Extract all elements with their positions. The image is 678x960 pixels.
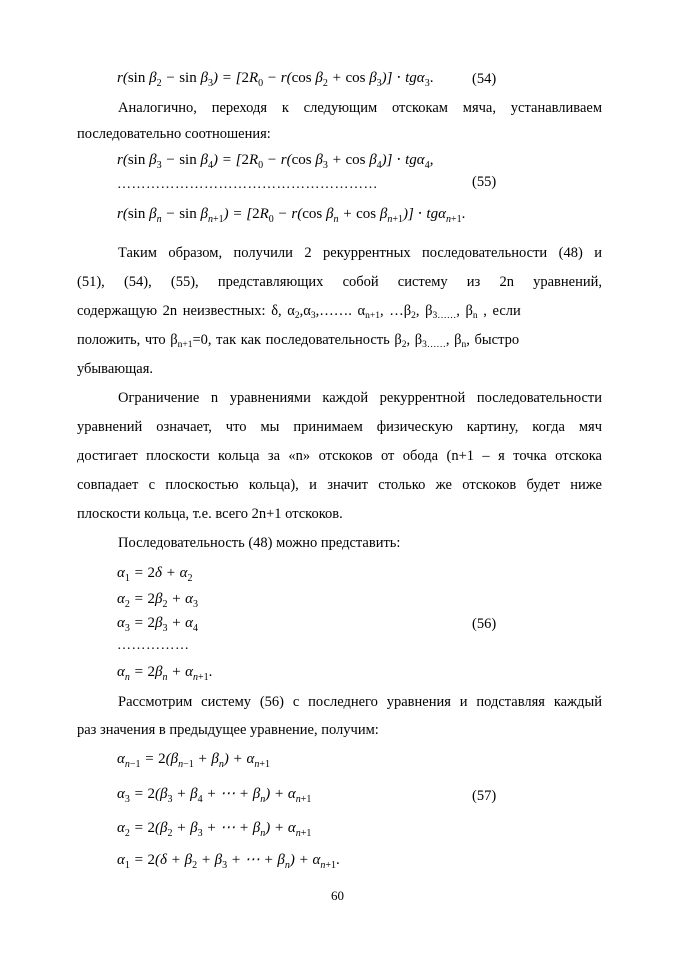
page-number: 60 [331,888,344,903]
paragraph-line: раз значения в предыдущее уравнение, получим: [77,722,379,738]
equation-ellipsis-row: ……………………………………………… [117,177,378,192]
equation-56-line-1: $\alpha_1 = 2\delta + \alpha_2$ [117,565,193,584]
paragraph-line: (51), (54), (55), представляющих собой систему из 2n уравнений, [77,274,602,290]
paragraph-line: Таким образом, получили 2 рекуррентных последовательности (48) и [118,245,602,261]
equation-ellipsis-row: …………… [117,638,190,653]
equation-55-line-2: r(sin $\beta_n - \sin \beta_{n+1}) = [2R_0 - r(\cos$ $\beta_n + \cos \beta_{n+1})] \cdot tg\alpha_{n+1}$. [117,206,466,225]
equation-56-line-2: $\alpha_2 = 2\beta_2 + \alpha_3$ [117,591,198,610]
equation-56-line-3: $\alpha_3 = 2\beta_3 + \alpha_4$ [117,615,198,634]
equation-57-line-4: $\alpha_1 = 2(\delta + \beta_2 + \beta_3$ + ⋯ + $\beta_n) + \alpha_{n+1}$. [117,852,340,871]
equation-57-line-1: $\alpha_{n-1} = 2(\beta_{n-1} + \beta_n) + \alpha_{n+1}$ [117,751,270,770]
paragraph-line: Рассмотрим систему (56) с последнего уравнения и подставляя каждый [118,694,602,710]
paragraph-line: Ограничение n уравнениями каждой рекуррентной последовательности [118,390,602,406]
equation-number-55: (55) [472,174,497,190]
equation-54: r(sin $\beta_2 - \sin \beta_3) = [2R_0 - r(\cos$ $\beta_2 + \cos \beta_3)] \cdot tg\alpha_3$. [117,70,434,89]
paragraph-line: достигает плоскости кольца за «n» отскоков от обода (n+1 – я точка отскока [77,448,602,464]
paragraph-line: Аналогично, переходя к следующим отскокам мяча, устанавливаем [118,100,602,116]
paragraph-line: убывающая. [77,361,153,377]
equation-number-56: (56) [472,616,497,632]
paragraph-line: уравнений означает, что мы принимаем физическую картину, когда мяч [77,419,602,435]
equation-56-line-n: $\alpha_n = 2\beta_n + \alpha_{n+1}$. [117,664,213,683]
equation-number-57: (57) [472,788,497,804]
paragraph-line-beta: положить, что $\beta_{n+1}=0$, так как последовательность $\beta_2$, $\beta_{3\dots\dots}$, $\beta_n$, быстро [77,332,520,350]
paragraph-line: последовательно соотношения: [77,126,271,142]
paragraph-line: Последовательность (48) можно представить: [118,535,401,551]
paragraph-line: плоскости кольца, т.е. всего 2n+1 отскоков. [77,506,343,522]
equation-57-line-2: $\alpha_3 = 2(\beta_3 + \beta_4$ + ⋯ + $\beta_n) + \alpha_{n+1}$ [117,786,312,805]
paragraph-line-unknowns: содержащую 2n неизвестных: δ, $\alpha_2,\alpha_3,\dots\dots$. $\alpha_{n+1}$, $\dots\beta_2$, $\beta_{3\dots\dots}$, $\beta_n$ , если [77,303,521,321]
equation-number-54: (54) [472,71,497,87]
equation-55-line-1: r(sin $\beta_3 - \sin \beta_4) = [2R_0 - r(\cos$ $\beta_3 + \cos \beta_4)] \cdot tg\alpha_4$, [117,152,434,171]
paragraph-line: совпадает с плоскостью кольца), и значит столько же отскоков будет ниже [77,477,602,493]
equation-57-line-3: $\alpha_2 = 2(\beta_2 + \beta_3$ + ⋯ + $\beta_n) + \alpha_{n+1}$ [117,820,312,839]
